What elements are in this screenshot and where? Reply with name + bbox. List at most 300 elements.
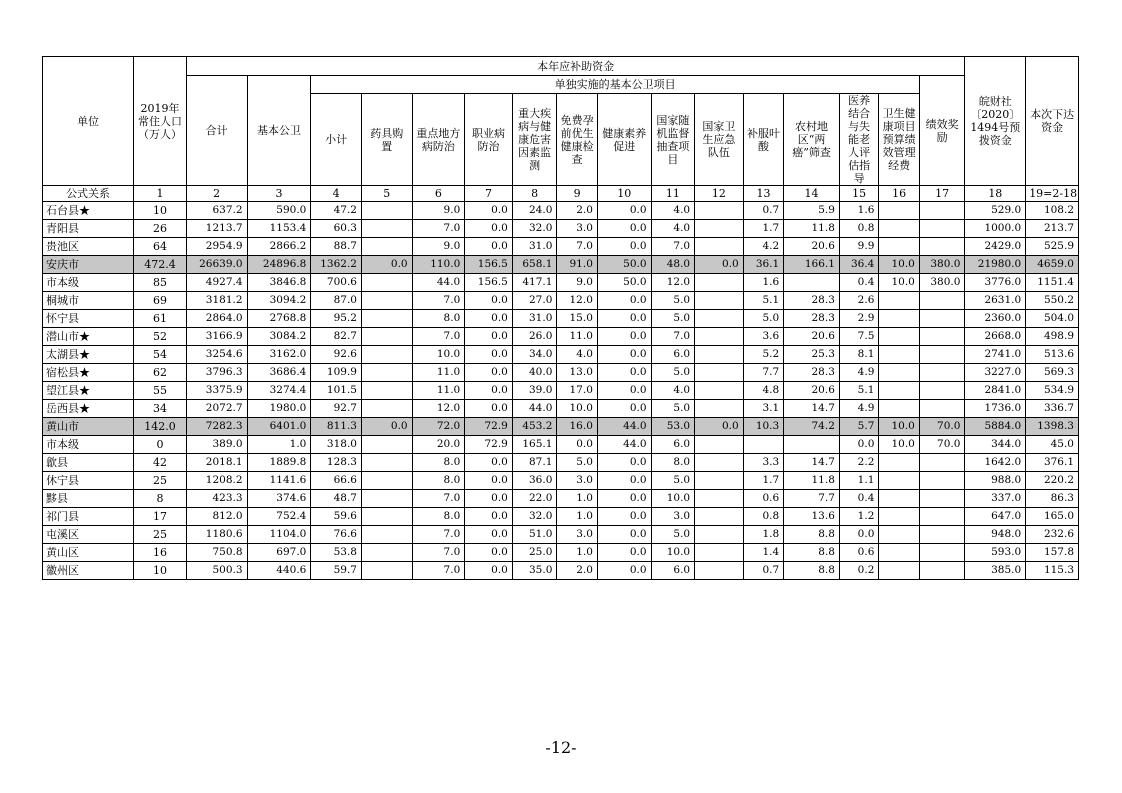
table-cell: 2631.0 (965, 292, 1026, 310)
table-cell: 0.0 (465, 310, 513, 328)
table-cell: 128.3 (311, 454, 362, 472)
table-cell (695, 382, 744, 400)
table-cell (695, 508, 744, 526)
table-cell: 1.6 (743, 274, 784, 292)
table-cell (919, 490, 965, 508)
table-cell: 11.0 (557, 328, 598, 346)
table-cell: 32.0 (512, 220, 557, 238)
table-cell: 811.3 (311, 418, 362, 436)
table-cell (695, 490, 744, 508)
table-cell: 3.0 (557, 220, 598, 238)
table-cell: 8.0 (651, 454, 695, 472)
table-cell: 0.0 (597, 220, 651, 238)
table-cell (919, 202, 965, 220)
table-cell: 5.7 (839, 418, 878, 436)
table-cell (361, 544, 412, 562)
table-cell: 20.0 (412, 436, 465, 454)
table-cell: 0.0 (597, 346, 651, 364)
table-cell: 2954.9 (186, 238, 247, 256)
header-group-sub: 单独实施的基本公卫项目 (311, 76, 920, 94)
table-cell: 0.0 (465, 490, 513, 508)
table-cell: 5.0 (557, 454, 598, 472)
header-elderly: 医养结合与失能老人评估指导 (839, 94, 878, 186)
table-cell (361, 400, 412, 418)
table-cell: 11.0 (412, 382, 465, 400)
table-cell: 8.1 (839, 346, 878, 364)
table-cell (919, 346, 965, 364)
table-cell: 3375.9 (186, 382, 247, 400)
table-cell (919, 526, 965, 544)
table-cell: 156.5 (465, 274, 513, 292)
table-cell (695, 310, 744, 328)
row-unit-name: 青阳县 (43, 220, 134, 238)
table-cell (743, 436, 784, 454)
table-cell: 534.9 (1026, 382, 1079, 400)
table-cell: 32.0 (512, 508, 557, 526)
table-cell: 25 (134, 472, 187, 490)
table-cell: 10.3 (743, 418, 784, 436)
table-cell (879, 346, 920, 364)
table-row (43, 490, 1079, 508)
table-cell: 48.0 (651, 256, 695, 274)
table-row (43, 400, 1079, 418)
table-cell (879, 202, 920, 220)
table-cell: 6.0 (651, 436, 695, 454)
formula-row (43, 186, 1079, 202)
table-cell (879, 454, 920, 472)
table-cell: 91.0 (557, 256, 598, 274)
table-cell: 3.3 (743, 454, 784, 472)
table-cell: 0.0 (597, 472, 651, 490)
table-cell (879, 238, 920, 256)
table-cell: 82.7 (311, 328, 362, 346)
table-cell: 35.0 (512, 562, 557, 580)
table-cell (879, 526, 920, 544)
table-cell: 87.0 (311, 292, 362, 310)
table-cell (879, 328, 920, 346)
table-cell: 54 (134, 346, 187, 364)
table-cell: 10.0 (879, 418, 920, 436)
table-cell: 7.5 (839, 328, 878, 346)
table-cell: 0.0 (597, 526, 651, 544)
table-cell: 76.6 (311, 526, 362, 544)
table-cell: 1.1 (839, 472, 878, 490)
table-cell: 3796.3 (186, 364, 247, 382)
table-cell: 26 (134, 220, 187, 238)
row-unit-name: 桐城市 (43, 292, 134, 310)
table-cell (361, 436, 412, 454)
table-cell: 10.0 (879, 274, 920, 292)
table-cell (879, 382, 920, 400)
table-cell: 4.9 (839, 364, 878, 382)
table-cell: 0 (134, 436, 187, 454)
table-cell (695, 220, 744, 238)
table-cell: 2.0 (557, 562, 598, 580)
table-cell: 53.0 (651, 418, 695, 436)
table-cell: 3.0 (557, 526, 598, 544)
table-cell: 2668.0 (965, 328, 1026, 346)
table-cell: 5.0 (743, 310, 784, 328)
table-cell: 2.9 (839, 310, 878, 328)
table-cell (361, 490, 412, 508)
table-cell: 0.0 (597, 454, 651, 472)
table-cell: 1.8 (743, 526, 784, 544)
table-cell: 525.9 (1026, 238, 1079, 256)
formula-cell: 4 (311, 186, 362, 202)
table-cell: 2.2 (839, 454, 878, 472)
table-cell (879, 220, 920, 238)
formula-cell: 18 (965, 186, 1026, 202)
funding-table (42, 56, 1079, 580)
table-cell: 36.0 (512, 472, 557, 490)
table-cell: 0.2 (839, 562, 878, 580)
table-cell: 11.8 (784, 220, 840, 238)
table-cell: 72.9 (465, 436, 513, 454)
table-cell: 453.2 (512, 418, 557, 436)
table-cell: 0.8 (743, 508, 784, 526)
table-row (43, 508, 1079, 526)
table-cell: 20.6 (784, 382, 840, 400)
row-unit-name: 黄山区 (43, 544, 134, 562)
table-cell: 36.4 (839, 256, 878, 274)
table-cell: 498.9 (1026, 328, 1079, 346)
row-unit-name: 屯溪区 (43, 526, 134, 544)
table-cell: 0.0 (465, 472, 513, 490)
table-cell: 1.7 (743, 472, 784, 490)
table-cell (879, 508, 920, 526)
table-cell: 1000.0 (965, 220, 1026, 238)
table-cell: 389.0 (186, 436, 247, 454)
table-cell: 590.0 (247, 202, 311, 220)
table-cell: 0.6 (743, 490, 784, 508)
table-cell: 513.6 (1026, 346, 1079, 364)
row-unit-name: 岳西县★ (43, 400, 134, 418)
table-cell (919, 310, 965, 328)
table-cell: 647.0 (965, 508, 1026, 526)
table-cell (361, 526, 412, 544)
table-cell: 3.0 (651, 508, 695, 526)
table-cell: 10 (134, 202, 187, 220)
table-cell: 44.0 (512, 400, 557, 418)
table-cell: 9.0 (412, 202, 465, 220)
formula-cell: 14 (784, 186, 840, 202)
table-cell: 16.0 (557, 418, 598, 436)
header-literacy: 健康素养促进 (597, 94, 651, 186)
formula-cell: 7 (465, 186, 513, 202)
table-cell: 6.0 (651, 346, 695, 364)
table-cell: 0.0 (465, 220, 513, 238)
table-cell: 115.3 (1026, 562, 1079, 580)
table-body (43, 186, 1079, 580)
header-total: 合计 (186, 76, 247, 186)
table-cell: 9.9 (839, 238, 878, 256)
table-cell: 0.0 (465, 454, 513, 472)
table-cell: 3166.9 (186, 328, 247, 346)
table-cell: 0.0 (597, 364, 651, 382)
table-cell: 380.0 (919, 256, 965, 274)
table-cell: 3181.2 (186, 292, 247, 310)
table-cell: 28.3 (784, 310, 840, 328)
formula-cell: 3 (247, 186, 311, 202)
table-row (43, 274, 1079, 292)
table-cell (879, 490, 920, 508)
row-unit-name: 徽州区 (43, 562, 134, 580)
table-cell: 380.0 (919, 274, 965, 292)
table-cell: 8.0 (412, 508, 465, 526)
table-cell (361, 310, 412, 328)
table-cell: 25.3 (784, 346, 840, 364)
table-cell: 14.7 (784, 400, 840, 418)
table-cell: 1.0 (557, 544, 598, 562)
table-cell: 69 (134, 292, 187, 310)
table-cell (361, 202, 412, 220)
table-cell: 48.7 (311, 490, 362, 508)
table-cell: 25.0 (512, 544, 557, 562)
table-cell (361, 454, 412, 472)
table-cell: 0.0 (839, 526, 878, 544)
table-cell: 5.1 (839, 382, 878, 400)
table-cell: 4.0 (557, 346, 598, 364)
table-cell: 108.2 (1026, 202, 1079, 220)
table-cell: 61 (134, 310, 187, 328)
table-cell: 1.2 (839, 508, 878, 526)
table-cell: 10.0 (651, 544, 695, 562)
table-row (43, 364, 1079, 382)
table-cell: 2.0 (557, 202, 598, 220)
table-cell: 9.0 (557, 274, 598, 292)
table-cell: 11.0 (412, 364, 465, 382)
table-cell: 529.0 (965, 202, 1026, 220)
table-cell: 1153.4 (247, 220, 311, 238)
table-cell: 110.0 (412, 256, 465, 274)
formula-cell: 12 (695, 186, 744, 202)
table-cell: 3084.2 (247, 328, 311, 346)
header-sampling: 国家随机监督抽查项目 (651, 94, 695, 186)
table-cell: 7.0 (651, 238, 695, 256)
row-unit-name: 石台县★ (43, 202, 134, 220)
table-cell: 4927.4 (186, 274, 247, 292)
table-cell: 0.0 (465, 382, 513, 400)
table-cell: 5.0 (651, 400, 695, 418)
table-cell: 7.0 (412, 544, 465, 562)
table-cell: 1151.4 (1026, 274, 1079, 292)
table-cell: 948.0 (965, 526, 1026, 544)
page-number: -12- (545, 738, 577, 757)
table-cell (879, 310, 920, 328)
table-cell: 0.7 (743, 562, 784, 580)
table-cell: 28.3 (784, 364, 840, 382)
table-cell: 0.0 (597, 400, 651, 418)
table-cell: 3094.2 (247, 292, 311, 310)
table-cell: 2864.0 (186, 310, 247, 328)
table-row (43, 310, 1079, 328)
table-cell: 66.6 (311, 472, 362, 490)
table-cell: 5.2 (743, 346, 784, 364)
table-cell (784, 436, 840, 454)
table-row (43, 436, 1079, 454)
table-cell: 1180.6 (186, 526, 247, 544)
table-cell: 7.0 (412, 292, 465, 310)
table-row (43, 418, 1079, 436)
table-cell: 53.8 (311, 544, 362, 562)
table-cell: 417.1 (512, 274, 557, 292)
header-prior-allocation: 皖财社〔2020〕1494号预拨资金 (965, 57, 1026, 186)
header-basic: 基本公卫 (247, 76, 311, 186)
table-cell: 7282.3 (186, 418, 247, 436)
table-cell: 213.7 (1026, 220, 1079, 238)
table-cell (695, 526, 744, 544)
table-cell: 0.4 (839, 274, 878, 292)
table-cell: 569.3 (1026, 364, 1079, 382)
table-cell: 47.2 (311, 202, 362, 220)
table-cell: 752.4 (247, 508, 311, 526)
table-cell (361, 382, 412, 400)
table-cell: 25 (134, 526, 187, 544)
table-row (43, 526, 1079, 544)
table-cell: 2741.0 (965, 346, 1026, 364)
table-cell: 0.0 (465, 400, 513, 418)
table-cell: 500.3 (186, 562, 247, 580)
table-row (43, 328, 1079, 346)
table-cell: 165.0 (1026, 508, 1079, 526)
table-cell: 10.0 (879, 256, 920, 274)
table-cell (879, 562, 920, 580)
table-cell (784, 274, 840, 292)
table-cell: 385.0 (965, 562, 1026, 580)
table-cell (919, 562, 965, 580)
table-cell: 812.0 (186, 508, 247, 526)
table-cell: 7.0 (412, 526, 465, 544)
table-cell: 472.4 (134, 256, 187, 274)
table-cell: 51.0 (512, 526, 557, 544)
formula-cell: 9 (557, 186, 598, 202)
table-cell (695, 364, 744, 382)
table-cell: 28.3 (784, 292, 840, 310)
table-cell: 0.0 (465, 562, 513, 580)
table-cell: 988.0 (965, 472, 1026, 490)
table-cell: 4659.0 (1026, 256, 1079, 274)
header-endemic: 重点地方病防治 (412, 94, 465, 186)
row-unit-name: 祁门县 (43, 508, 134, 526)
table-cell: 8.0 (412, 310, 465, 328)
table-cell (919, 292, 965, 310)
table-cell (361, 328, 412, 346)
table-cell: 1398.3 (1026, 418, 1079, 436)
table-cell: 593.0 (965, 544, 1026, 562)
table-header (43, 57, 1079, 186)
table-cell: 95.2 (311, 310, 362, 328)
table-cell: 0.0 (465, 346, 513, 364)
table-cell: 3274.4 (247, 382, 311, 400)
table-cell: 12.0 (412, 400, 465, 418)
table-cell: 750.8 (186, 544, 247, 562)
table-cell (361, 472, 412, 490)
header-budget: 卫生健康项目预算绩效管理经费 (879, 94, 920, 186)
header-group-main: 本年应补助资金 (186, 57, 965, 76)
table-cell (695, 544, 744, 562)
table-cell: 92.7 (311, 400, 362, 418)
table-row (43, 544, 1079, 562)
row-unit-name: 休宁县 (43, 472, 134, 490)
table-cell: 7.0 (412, 562, 465, 580)
formula-cell: 13 (743, 186, 784, 202)
table-cell: 157.8 (1026, 544, 1079, 562)
table-cell (695, 562, 744, 580)
header-allocate: 本次下达资金 (1026, 57, 1079, 186)
table-cell (919, 328, 965, 346)
table-cell: 0.7 (743, 202, 784, 220)
formula-cell: 2 (186, 186, 247, 202)
table-row (43, 346, 1079, 364)
table-cell: 637.2 (186, 202, 247, 220)
table-row (43, 256, 1079, 274)
table-cell: 72.0 (412, 418, 465, 436)
table-cell: 13.6 (784, 508, 840, 526)
table-cell: 50.0 (597, 256, 651, 274)
table-cell: 6.0 (651, 562, 695, 580)
table-cell: 8.8 (784, 526, 840, 544)
table-cell: 0.0 (557, 436, 598, 454)
header-occupational: 职业病防治 (465, 94, 513, 186)
row-unit-name: 歙县 (43, 454, 134, 472)
table-cell: 88.7 (311, 238, 362, 256)
table-cell: 31.0 (512, 238, 557, 256)
table-cell: 3.1 (743, 400, 784, 418)
table-cell: 1.4 (743, 544, 784, 562)
table-cell: 101.5 (311, 382, 362, 400)
table-cell: 4.0 (651, 382, 695, 400)
table-cell: 2072.7 (186, 400, 247, 418)
table-cell: 3227.0 (965, 364, 1026, 382)
table-cell: 658.1 (512, 256, 557, 274)
header-subtotal: 小计 (311, 94, 362, 186)
header-chronic: 重大疾病与健康危害因素监测 (512, 94, 557, 186)
header-drug: 药具购置 (361, 94, 412, 186)
table-cell: 22.0 (512, 490, 557, 508)
table-cell: 2018.1 (186, 454, 247, 472)
row-unit-name: 太湖县★ (43, 346, 134, 364)
table-cell: 0.0 (597, 202, 651, 220)
table-cell: 12.0 (557, 292, 598, 310)
table-cell: 3776.0 (965, 274, 1026, 292)
table-cell: 1.0 (557, 490, 598, 508)
table-cell: 24.0 (512, 202, 557, 220)
table-cell (879, 292, 920, 310)
table-cell (919, 508, 965, 526)
table-cell: 72.9 (465, 418, 513, 436)
table-cell (879, 544, 920, 562)
table-cell: 3.6 (743, 328, 784, 346)
table-cell: 60.3 (311, 220, 362, 238)
table-cell: 1104.0 (247, 526, 311, 544)
table-cell (695, 202, 744, 220)
table-cell: 50.0 (597, 274, 651, 292)
table-cell: 2866.2 (247, 238, 311, 256)
table-cell: 0.0 (361, 256, 412, 274)
table-cell: 34.0 (512, 346, 557, 364)
table-cell: 2841.0 (965, 382, 1026, 400)
header-population: 2019年常住人口（万人） (134, 57, 187, 186)
table-cell (695, 238, 744, 256)
table-cell: 5.0 (651, 364, 695, 382)
table-cell: 40.0 (512, 364, 557, 382)
table-cell: 440.6 (247, 562, 311, 580)
table-cell: 697.0 (247, 544, 311, 562)
table-cell (695, 274, 744, 292)
table-cell: 0.0 (597, 310, 651, 328)
table-cell: 5.0 (651, 472, 695, 490)
table-cell: 374.6 (247, 490, 311, 508)
